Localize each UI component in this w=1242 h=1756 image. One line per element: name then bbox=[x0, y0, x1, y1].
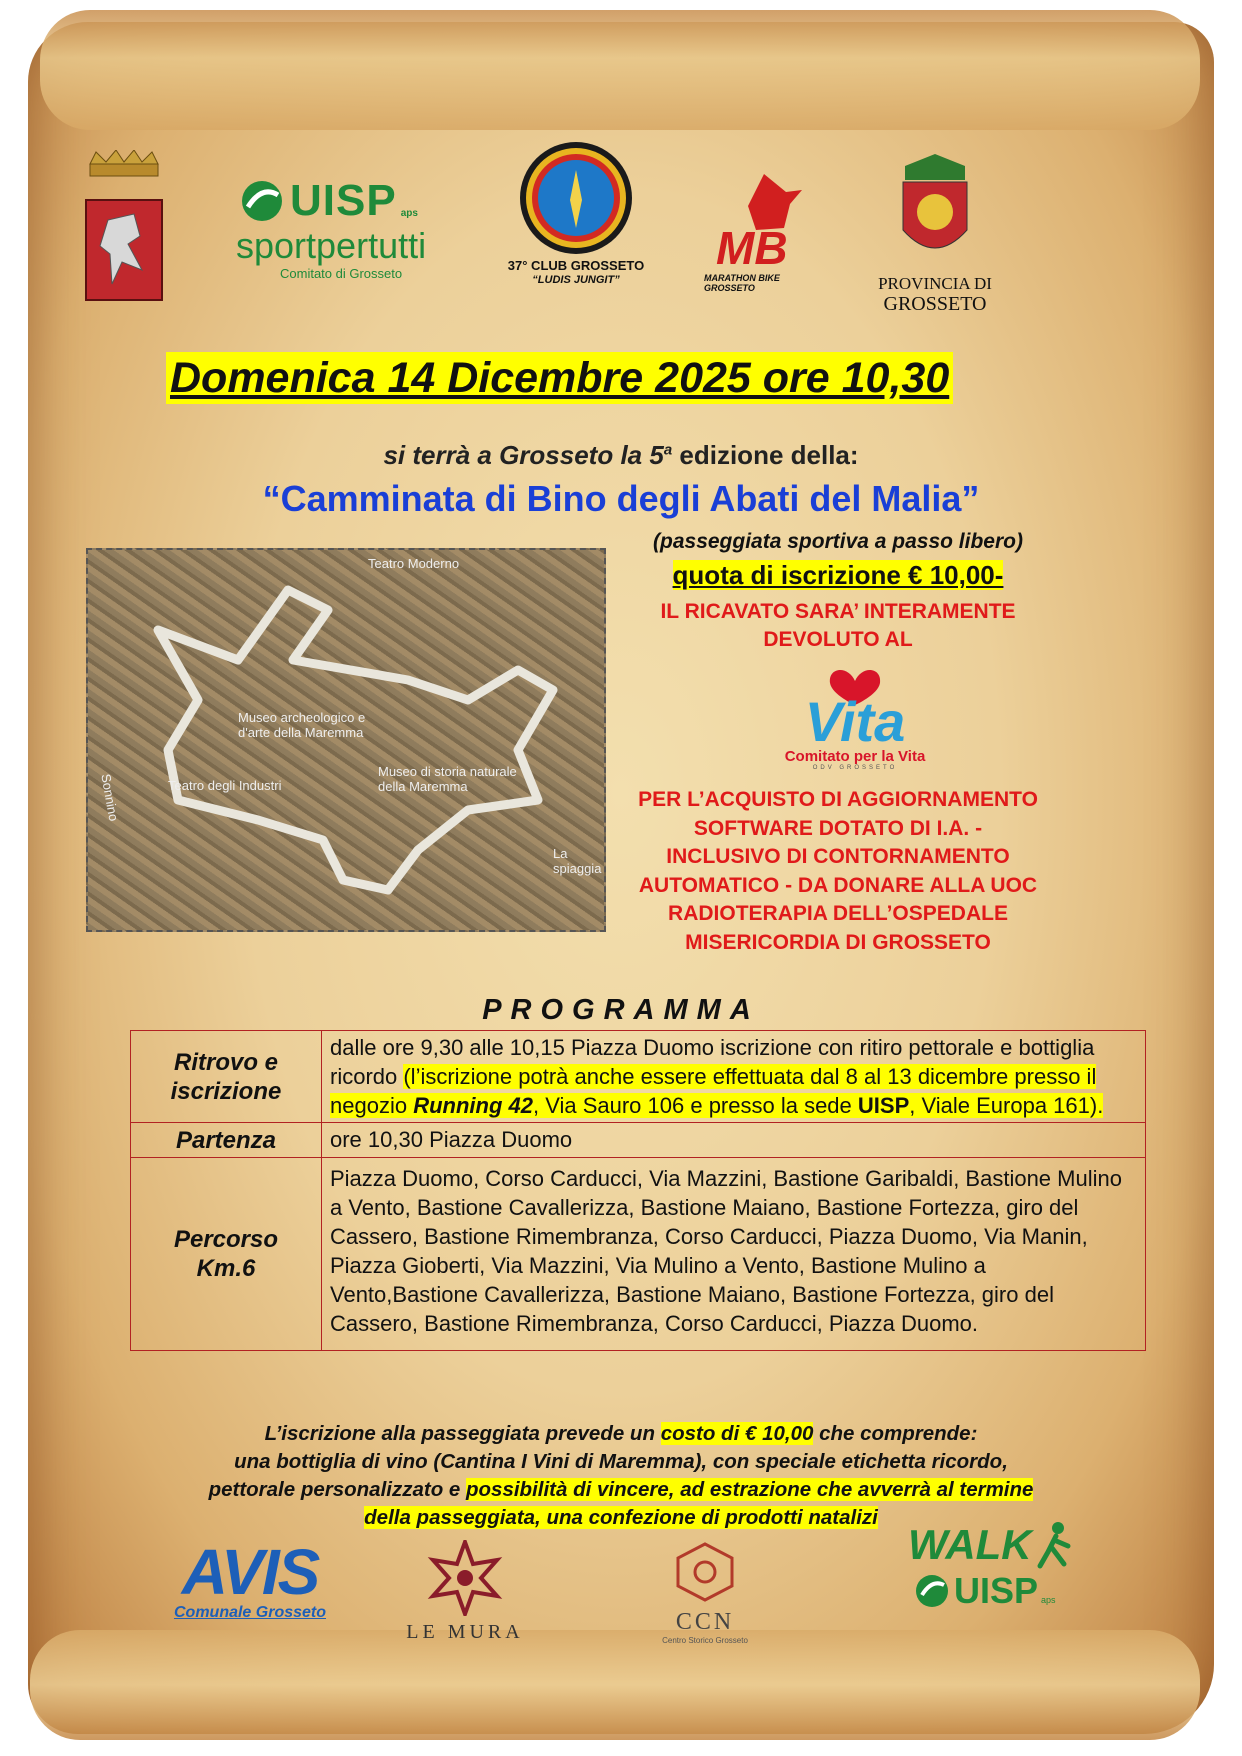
map-label-museo-archeologico: Museo archeologico e d'arte della Maremma bbox=[238, 710, 366, 740]
route-outline bbox=[88, 550, 604, 930]
walk-wordmark: WALK bbox=[908, 1521, 1032, 1568]
walk-uisp-runner-icon bbox=[914, 1573, 954, 1609]
marathon-bike-logo bbox=[704, 170, 824, 293]
map-label-la-spiaggia: La spiaggia bbox=[553, 846, 602, 876]
provincia-line2: GROSSETO bbox=[883, 293, 987, 315]
purpose-line6: MISERICORDIA DI GROSSETO bbox=[685, 930, 991, 954]
ccn-sub: Centro Storico Grosseto bbox=[662, 1636, 748, 1645]
uisp-runner-icon bbox=[236, 179, 290, 223]
event-subtitle bbox=[0, 440, 1242, 471]
walk-type-note-close: ) bbox=[1015, 530, 1023, 553]
table-row bbox=[131, 1158, 1146, 1351]
walk-uisp-logo bbox=[908, 1520, 1088, 1612]
footer-line1-a: L’iscrizione alla passeggiata prevede un bbox=[264, 1422, 661, 1445]
ritrovo-text-hl1: (l’iscrizione potrà anche essere effettuata dal 8 al 13 dicembre presso il negozio bbox=[330, 1064, 1097, 1118]
panathlon-club-label: 37° CLUB GROSSETO bbox=[507, 258, 645, 273]
footer-note bbox=[0, 1420, 1242, 1532]
walker-icon bbox=[1032, 1520, 1076, 1570]
purpose-line4: AUTOMATICO - DA DONARE ALLA UOC bbox=[638, 873, 1038, 897]
subtitle-superscript: a bbox=[663, 441, 673, 459]
row-text-ritrovo bbox=[322, 1031, 1146, 1123]
marathon-mark: MB bbox=[716, 222, 788, 266]
avis-logo bbox=[150, 1536, 350, 1622]
vita-wordmark: Vita bbox=[804, 690, 906, 743]
ccn-hexagon-icon bbox=[670, 1540, 740, 1604]
le-mura-star-icon bbox=[427, 1540, 503, 1616]
proceeds-line2: DEVOLUTO AL bbox=[763, 628, 913, 651]
registration-fee: quota di iscrizione € 10,00- bbox=[672, 560, 1004, 590]
vita-small-caption: ODV GROSSETO bbox=[812, 765, 898, 771]
le-mura-wordmark: LE MURA bbox=[406, 1621, 524, 1643]
scroll-roll-bottom bbox=[30, 1630, 1200, 1740]
purchase-purpose-text bbox=[600, 786, 1076, 957]
row-label-percorso: Percorso Km.6 bbox=[131, 1158, 322, 1351]
footer-line1-b: che comprende: bbox=[813, 1422, 978, 1445]
le-mura-logo bbox=[400, 1540, 530, 1644]
marathon-bike-name: MARATHON BIKE GROSSETO bbox=[704, 273, 780, 293]
map-label-teatro-industri: Teatro degli Industri bbox=[168, 778, 282, 793]
avis-wordmark: AVIS bbox=[181, 1536, 319, 1608]
uisp-comitato: Comitato di Grosseto bbox=[280, 266, 403, 281]
walk-type-note-text: passeggiata sportiva a passo libero bbox=[660, 530, 1016, 553]
table-row bbox=[131, 1123, 1146, 1158]
uisp-aps-label: aps bbox=[400, 207, 418, 219]
row-text-percorso: Piazza Duomo, Corso Carducci, Via Mazzini, Bastione Garibaldi, Bastione Mulino a Vento, Bastione Cavallerizza, Bastione Maiano, Bastione Fortezza, giro del Cassero, Bastione Rimembranza, Corso Carducci, Piazza Duomo, Via Manin, Piazza Gioberti, Via Mazzini, Via Mulino a Vento, Bastione Mulino a Vento,Bastione Cavallerizza, Bastione Maiano, Bastione Fortezza, giro del Cassero, Bastione Rimembranza, Corso Carducci, Piazza Duomo. bbox=[322, 1158, 1146, 1351]
map-label-teatro-moderno: Teatro Moderno bbox=[368, 556, 460, 571]
cardinal-bird-icon bbox=[704, 170, 824, 266]
proceeds-text bbox=[608, 598, 1068, 654]
row-label-partenza: Partenza bbox=[131, 1123, 322, 1158]
ritrovo-text-a: dalle ore 9,30 alle 10,15 Piazza Duomo iscrizione con ritiro pettorale e bottiglia ricordo bbox=[330, 1035, 1095, 1089]
vita-caption: Comitato per la Vita bbox=[784, 748, 926, 765]
subtitle-part1: si terrà a Grosseto la 5 bbox=[383, 440, 664, 470]
footer-line4-highlight: della passeggiata, una confezione di prodotti natalizi bbox=[364, 1506, 878, 1529]
scroll-roll-top bbox=[40, 10, 1200, 130]
footer-prize-highlight: possibilità di vincere, ad estrazione che avverrà al termine bbox=[466, 1478, 1034, 1501]
panathlon-motto: “LUDIS JUNGIT” bbox=[532, 274, 620, 286]
purpose-line1: PER L’ACQUISTO DI AGGIORNAMENTO bbox=[638, 788, 1038, 811]
row-text-partenza: ore 10,30 Piazza Duomo bbox=[322, 1123, 1146, 1158]
ccn-logo bbox=[650, 1540, 760, 1645]
ritrovo-shop-name: Running 42 bbox=[413, 1093, 533, 1118]
quota-wrapper bbox=[608, 560, 1068, 591]
uisp-logo bbox=[236, 176, 436, 281]
route-map-image bbox=[86, 548, 606, 932]
panathlon-logo bbox=[518, 140, 634, 256]
subtitle-part2: edizione della: bbox=[672, 440, 859, 470]
vita-heart-logo-icon bbox=[760, 655, 950, 743]
event-title: “Camminata di Bino degli Abati del Malia” bbox=[262, 478, 980, 519]
purpose-line5: RADIOTERAPIA DELL’OSPEDALE bbox=[668, 902, 1008, 925]
grosseto-coat-of-arms-logo bbox=[82, 150, 166, 304]
walk-uisp-wordmark: UISP bbox=[954, 1570, 1039, 1611]
table-row bbox=[131, 1031, 1146, 1123]
row-label-ritrovo: Ritrovo e iscrizione bbox=[131, 1031, 322, 1123]
ccn-wordmark: CCN bbox=[675, 1609, 735, 1635]
event-date-headline: Domenica 14 Dicembre 2025 ore 10,30 bbox=[166, 352, 953, 404]
provincia-line1: PROVINCIA DI bbox=[878, 274, 992, 293]
programma-table bbox=[130, 1030, 1146, 1351]
uisp-tagline: sportpertutti bbox=[236, 225, 427, 266]
map-label-museo-storia-naturale: Museo di storia naturale della Maremma bbox=[378, 764, 517, 794]
ritrovo-text-hl3: , Viale Europa 161). bbox=[909, 1093, 1104, 1118]
walk-uisp-aps: aps bbox=[1041, 1595, 1056, 1605]
map-label-sonnino: Sonnino bbox=[98, 772, 122, 823]
programma-heading: PROGRAMMA bbox=[482, 994, 760, 1026]
footer-line3 bbox=[0, 1476, 1242, 1504]
walk-type-note bbox=[608, 530, 1068, 554]
footer-cost-highlight: costo di € 10,00 bbox=[660, 1422, 814, 1445]
ritrovo-text-hl2: , Via Sauro 106 e presso la sede bbox=[532, 1093, 858, 1118]
provincia-grosseto-logo bbox=[870, 150, 1000, 315]
footer-line2: una bottiglia di vino (Cantina I Vini di Maremma), con speciale etichetta ricordo, bbox=[234, 1450, 1008, 1473]
provincia-crest-icon bbox=[885, 150, 985, 270]
ritrovo-uisp: UISP bbox=[857, 1093, 910, 1118]
footer-line3-a: pettorale personalizzato e bbox=[208, 1478, 467, 1501]
proceeds-line1: IL RICAVATO SARA’ INTERAMENTE bbox=[660, 600, 1016, 623]
uisp-wordmark: UISP bbox=[290, 176, 397, 225]
comitato-per-la-vita-logo bbox=[760, 655, 950, 771]
avis-sub: Comunale Grosseto bbox=[173, 1604, 327, 1621]
purpose-line2: SOFTWARE DOTATO DI I.A. - bbox=[693, 816, 983, 840]
footer-line1 bbox=[0, 1420, 1242, 1448]
purpose-line3: INCLUSIVO DI CONTORNAMENTO bbox=[666, 845, 1010, 868]
walk-type-note-open: ( bbox=[653, 530, 661, 553]
